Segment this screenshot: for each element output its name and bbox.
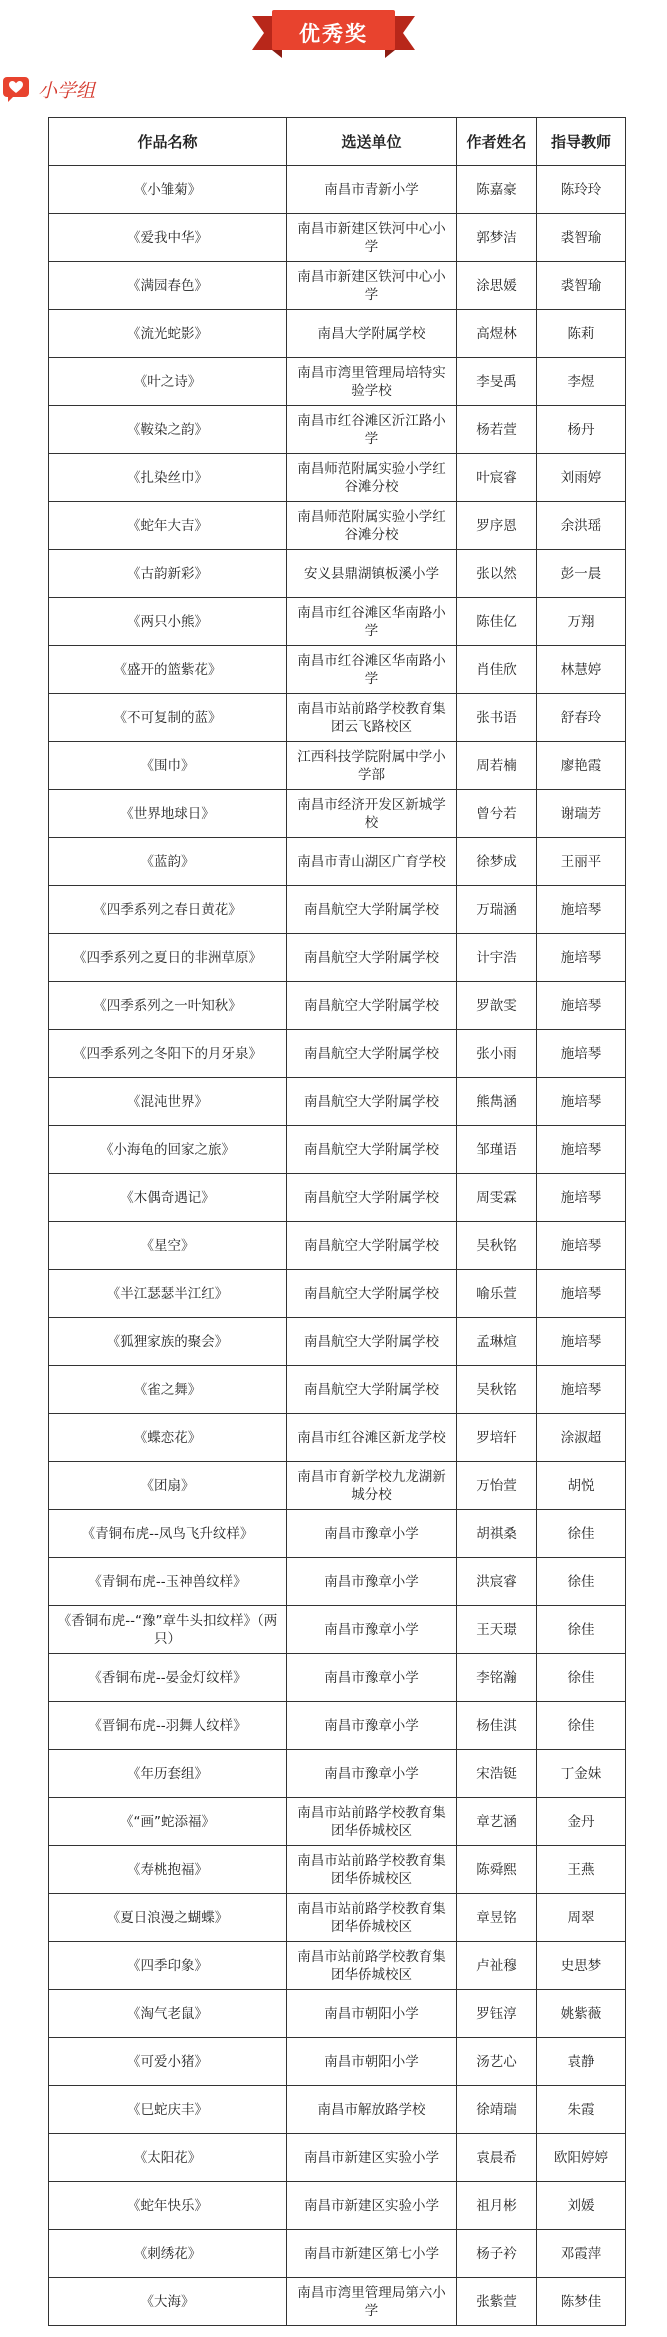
table-row <box>49 1126 626 1174</box>
cell-author: 喻乐萱 <box>457 1270 537 1318</box>
cell-work-title: 《鞍染之韵》 <box>49 406 287 454</box>
table-row <box>49 1414 626 1462</box>
cell-teacher: 陈玲玲 <box>537 166 626 214</box>
cell-teacher: 刘雨婷 <box>537 454 626 502</box>
cell-work-title: 《团扇》 <box>49 1462 287 1510</box>
section-heading <box>0 76 95 102</box>
table-row <box>49 2038 626 2086</box>
cell-author: 熊雋涵 <box>457 1078 537 1126</box>
cell-author: 李旻禹 <box>457 358 537 406</box>
cell-author: 肖佳欣 <box>457 646 537 694</box>
table-row <box>49 934 626 982</box>
cell-author: 郭梦洁 <box>457 214 537 262</box>
table-row <box>49 454 626 502</box>
cell-school: 南昌市朝阳小学 <box>287 1990 457 2038</box>
cell-school: 南昌市豫章小学 <box>287 1654 457 1702</box>
table-row <box>49 406 626 454</box>
cell-author: 罗歆雯 <box>457 982 537 1030</box>
table-row <box>49 1318 626 1366</box>
cell-author: 杨子衿 <box>457 2230 537 2278</box>
cell-work-title: 《巳蛇庆丰》 <box>49 2086 287 2134</box>
cell-school: 南昌师范附属实验小学红谷滩分校 <box>287 502 457 550</box>
cell-work-title: 《香铜布虎--“豫”章牛头扣纹样》（两只） <box>49 1606 287 1654</box>
table-row <box>49 982 626 1030</box>
table-row <box>49 1942 626 1990</box>
cell-school: 南昌市站前路学校教育集团华侨城校区 <box>287 1894 457 1942</box>
cell-school: 南昌市站前路学校教育集团云飞路校区 <box>287 694 457 742</box>
table-row <box>49 886 626 934</box>
table-row <box>49 2278 626 2326</box>
cell-work-title: 《叶之诗》 <box>49 358 287 406</box>
cell-author: 高煜林 <box>457 310 537 358</box>
cell-school: 南昌航空大学附属学校 <box>287 1222 457 1270</box>
cell-author: 胡祺桑 <box>457 1510 537 1558</box>
cell-work-title: 《雀之舞》 <box>49 1366 287 1414</box>
cell-teacher: 施培琴 <box>537 886 626 934</box>
cell-teacher: 施培琴 <box>537 1126 626 1174</box>
cell-author: 杨若萱 <box>457 406 537 454</box>
cell-school: 南昌市湾里管理局第六小学 <box>287 2278 457 2326</box>
table-row <box>49 1462 626 1510</box>
table-row <box>49 1846 626 1894</box>
table-row <box>49 1078 626 1126</box>
cell-author: 罗培轩 <box>457 1414 537 1462</box>
cell-work-title: 《年历套组》 <box>49 1750 287 1798</box>
cell-author: 周雯霖 <box>457 1174 537 1222</box>
cell-work-title: 《围巾》 <box>49 742 287 790</box>
cell-teacher: 朱霞 <box>537 2086 626 2134</box>
cell-work-title: 《晋铜布虎--羽舞人纹样》 <box>49 1702 287 1750</box>
cell-school: 南昌航空大学附属学校 <box>287 1318 457 1366</box>
cell-teacher: 徐佳 <box>537 1606 626 1654</box>
cell-school: 南昌市红谷滩区华南路小学 <box>287 646 457 694</box>
cell-school: 南昌航空大学附属学校 <box>287 982 457 1030</box>
cell-work-title: 《满园春色》 <box>49 262 287 310</box>
cell-teacher: 姚紫薇 <box>537 1990 626 2038</box>
heart-chat-icon <box>2 76 30 102</box>
cell-work-title: 《大海》 <box>49 2278 287 2326</box>
cell-school: 南昌市豫章小学 <box>287 1558 457 1606</box>
cell-teacher: 史思梦 <box>537 1942 626 1990</box>
table-row <box>49 1270 626 1318</box>
cell-author: 王天璟 <box>457 1606 537 1654</box>
table-row <box>49 1030 626 1078</box>
banner <box>0 6 667 62</box>
cell-teacher: 袁静 <box>537 2038 626 2086</box>
header-work-title: 作品名称 <box>49 118 287 166</box>
cell-author: 祖月彬 <box>457 2182 537 2230</box>
cell-work-title: 《四季系列之夏日的非洲草原》 <box>49 934 287 982</box>
cell-author: 陈舜熙 <box>457 1846 537 1894</box>
cell-work-title: 《半江瑟瑟半江红》 <box>49 1270 287 1318</box>
cell-author: 曾兮若 <box>457 790 537 838</box>
table-row <box>49 166 626 214</box>
cell-school: 南昌市豫章小学 <box>287 1606 457 1654</box>
cell-work-title: 《“画”蛇添福》 <box>49 1798 287 1846</box>
table-row <box>49 1558 626 1606</box>
cell-author: 罗钰淳 <box>457 1990 537 2038</box>
cell-school: 南昌市青新小学 <box>287 166 457 214</box>
cell-teacher: 涂淑超 <box>537 1414 626 1462</box>
cell-work-title: 《爱我中华》 <box>49 214 287 262</box>
cell-work-title: 《蝶恋花》 <box>49 1414 287 1462</box>
cell-school: 南昌市青山湖区广育学校 <box>287 838 457 886</box>
cell-work-title: 《四季印象》 <box>49 1942 287 1990</box>
table-row <box>49 2182 626 2230</box>
cell-teacher: 欧阳婷婷 <box>537 2134 626 2182</box>
cell-school: 南昌市育新学校九龙湖新城分校 <box>287 1462 457 1510</box>
cell-work-title: 《小海龟的回家之旅》 <box>49 1126 287 1174</box>
cell-author: 涂思媛 <box>457 262 537 310</box>
header-school: 选送单位 <box>287 118 457 166</box>
cell-school: 南昌航空大学附属学校 <box>287 1126 457 1174</box>
cell-school: 南昌市豫章小学 <box>287 1510 457 1558</box>
cell-teacher: 徐佳 <box>537 1702 626 1750</box>
cell-school: 南昌航空大学附属学校 <box>287 1174 457 1222</box>
cell-author: 罗序恩 <box>457 502 537 550</box>
cell-author: 邹瑾语 <box>457 1126 537 1174</box>
cell-teacher: 舒春玲 <box>537 694 626 742</box>
table-row <box>49 1894 626 1942</box>
cell-work-title: 《蓝韵》 <box>49 838 287 886</box>
table-row <box>49 1174 626 1222</box>
cell-teacher: 万翔 <box>537 598 626 646</box>
cell-teacher: 施培琴 <box>537 1318 626 1366</box>
header-author: 作者姓名 <box>457 118 537 166</box>
cell-author: 章艺涵 <box>457 1798 537 1846</box>
cell-work-title: 《流光蛇影》 <box>49 310 287 358</box>
cell-work-title: 《世界地球日》 <box>49 790 287 838</box>
table-row <box>49 1366 626 1414</box>
cell-school: 南昌市红谷滩区沂江路小学 <box>287 406 457 454</box>
cell-author: 孟琳煊 <box>457 1318 537 1366</box>
cell-author: 李铭瀚 <box>457 1654 537 1702</box>
table-header-row <box>49 118 626 166</box>
table-row <box>49 790 626 838</box>
cell-work-title: 《蛇年快乐》 <box>49 2182 287 2230</box>
cell-teacher: 周翠 <box>537 1894 626 1942</box>
cell-school: 南昌市豫章小学 <box>287 1750 457 1798</box>
cell-school: 南昌航空大学附属学校 <box>287 1030 457 1078</box>
table-row <box>49 2086 626 2134</box>
cell-school: 南昌市红谷滩区华南路小学 <box>287 598 457 646</box>
cell-school: 南昌市红谷滩区新龙学校 <box>287 1414 457 1462</box>
cell-author: 周若楠 <box>457 742 537 790</box>
table-row <box>49 1606 626 1654</box>
cell-teacher: 王燕 <box>537 1846 626 1894</box>
cell-author: 卢祉穆 <box>457 1942 537 1990</box>
cell-author: 陈嘉豪 <box>457 166 537 214</box>
cell-teacher: 王丽平 <box>537 838 626 886</box>
cell-work-title: 《四季系列之一叶知秋》 <box>49 982 287 1030</box>
cell-author: 袁晨希 <box>457 2134 537 2182</box>
cell-teacher: 陈莉 <box>537 310 626 358</box>
cell-teacher: 施培琴 <box>537 1270 626 1318</box>
cell-author: 徐梦成 <box>457 838 537 886</box>
table-row <box>49 1702 626 1750</box>
banner-title: 优秀奖 <box>299 22 368 46</box>
cell-work-title: 《可爱小猪》 <box>49 2038 287 2086</box>
cell-school: 南昌航空大学附属学校 <box>287 1270 457 1318</box>
cell-school: 南昌市站前路学校教育集团华侨城校区 <box>287 1798 457 1846</box>
cell-author: 万瑞涵 <box>457 886 537 934</box>
cell-school: 南昌航空大学附属学校 <box>287 934 457 982</box>
cell-school: 南昌市站前路学校教育集团华侨城校区 <box>287 1942 457 1990</box>
cell-teacher: 裘智瑜 <box>537 262 626 310</box>
cell-teacher: 徐佳 <box>537 1558 626 1606</box>
cell-school: 安义县鼎湖镇板溪小学 <box>287 550 457 598</box>
awards-table <box>48 117 626 2326</box>
cell-author: 章昱铭 <box>457 1894 537 1942</box>
cell-school: 南昌市豫章小学 <box>287 1702 457 1750</box>
cell-work-title: 《小雏菊》 <box>49 166 287 214</box>
cell-teacher: 施培琴 <box>537 934 626 982</box>
cell-author: 徐靖瑞 <box>457 2086 537 2134</box>
table-row <box>49 502 626 550</box>
cell-work-title: 《蛇年大吉》 <box>49 502 287 550</box>
cell-teacher: 李煜 <box>537 358 626 406</box>
cell-teacher: 施培琴 <box>537 982 626 1030</box>
cell-teacher: 彭一晨 <box>537 550 626 598</box>
cell-work-title: 《太阳花》 <box>49 2134 287 2182</box>
cell-teacher: 林慧婷 <box>537 646 626 694</box>
cell-teacher: 谢瑞芳 <box>537 790 626 838</box>
table-row <box>49 694 626 742</box>
cell-author: 吴秋铭 <box>457 1366 537 1414</box>
section-title: 小学组 <box>38 79 96 102</box>
cell-teacher: 徐佳 <box>537 1510 626 1558</box>
cell-author: 计宇浩 <box>457 934 537 982</box>
table-row <box>49 214 626 262</box>
cell-work-title: 《星空》 <box>49 1222 287 1270</box>
cell-school: 南昌航空大学附属学校 <box>287 886 457 934</box>
cell-school: 南昌大学附属学校 <box>287 310 457 358</box>
cell-teacher: 金丹 <box>537 1798 626 1846</box>
cell-teacher: 施培琴 <box>537 1222 626 1270</box>
cell-work-title: 《四季系列之春日黄花》 <box>49 886 287 934</box>
cell-school: 江西科技学院附属中学小学部 <box>287 742 457 790</box>
cell-school: 南昌师范附属实验小学红谷滩分校 <box>287 454 457 502</box>
table-row <box>49 598 626 646</box>
cell-work-title: 《寿桃抱福》 <box>49 1846 287 1894</box>
cell-teacher: 余洪瑶 <box>537 502 626 550</box>
cell-work-title: 《盛开的篮紫花》 <box>49 646 287 694</box>
table-row <box>49 1750 626 1798</box>
cell-work-title: 《青铜布虎--玉神兽纹样》 <box>49 1558 287 1606</box>
table-row <box>49 550 626 598</box>
cell-teacher: 施培琴 <box>537 1030 626 1078</box>
cell-work-title: 《刺绣花》 <box>49 2230 287 2278</box>
cell-school: 南昌市朝阳小学 <box>287 2038 457 2086</box>
cell-author: 吴秋铭 <box>457 1222 537 1270</box>
header-teacher: 指导教师 <box>537 118 626 166</box>
table-row <box>49 310 626 358</box>
cell-school: 南昌市新建区实验小学 <box>287 2134 457 2182</box>
cell-author: 杨佳淇 <box>457 1702 537 1750</box>
table-row <box>49 646 626 694</box>
cell-teacher: 杨丹 <box>537 406 626 454</box>
cell-author: 洪宸睿 <box>457 1558 537 1606</box>
cell-author: 叶宸睿 <box>457 454 537 502</box>
cell-author: 陈佳亿 <box>457 598 537 646</box>
cell-school: 南昌市解放路学校 <box>287 2086 457 2134</box>
cell-teacher: 徐佳 <box>537 1654 626 1702</box>
cell-teacher: 施培琴 <box>537 1078 626 1126</box>
cell-work-title: 《狐狸家族的聚会》 <box>49 1318 287 1366</box>
cell-school: 南昌市新建区第七小学 <box>287 2230 457 2278</box>
cell-teacher: 丁金妹 <box>537 1750 626 1798</box>
cell-teacher: 施培琴 <box>537 1174 626 1222</box>
cell-work-title: 《青铜布虎--凤鸟飞升纹样》 <box>49 1510 287 1558</box>
cell-work-title: 《香铜布虎--晏金灯纹样》 <box>49 1654 287 1702</box>
cell-work-title: 《扎染丝巾》 <box>49 454 287 502</box>
cell-work-title: 《淘气老鼠》 <box>49 1990 287 2038</box>
table-row <box>49 1510 626 1558</box>
cell-work-title: 《夏日浪漫之蝴蝶》 <box>49 1894 287 1942</box>
table-row <box>49 358 626 406</box>
table-row <box>49 838 626 886</box>
table-row <box>49 1990 626 2038</box>
cell-teacher: 胡悦 <box>537 1462 626 1510</box>
table-row <box>49 262 626 310</box>
cell-teacher: 邓霞萍 <box>537 2230 626 2278</box>
cell-author: 张以然 <box>457 550 537 598</box>
cell-work-title: 《两只小熊》 <box>49 598 287 646</box>
cell-author: 万怡萱 <box>457 1462 537 1510</box>
cell-teacher: 廖艳霞 <box>537 742 626 790</box>
cell-work-title: 《木偶奇遇记》 <box>49 1174 287 1222</box>
table-row <box>49 2134 626 2182</box>
cell-author: 汤艺心 <box>457 2038 537 2086</box>
cell-school: 南昌市湾里管理局培特实验学校 <box>287 358 457 406</box>
cell-school: 南昌航空大学附属学校 <box>287 1078 457 1126</box>
table-row <box>49 1798 626 1846</box>
cell-teacher: 裘智瑜 <box>537 214 626 262</box>
cell-school: 南昌市新建区铁河中心小学 <box>287 214 457 262</box>
table-row <box>49 1654 626 1702</box>
cell-work-title: 《古韵新彩》 <box>49 550 287 598</box>
cell-author: 张书语 <box>457 694 537 742</box>
cell-school: 南昌航空大学附属学校 <box>287 1366 457 1414</box>
cell-school: 南昌市经济开发区新城学校 <box>287 790 457 838</box>
cell-work-title: 《混沌世界》 <box>49 1078 287 1126</box>
table-row <box>49 2230 626 2278</box>
cell-author: 张紫萱 <box>457 2278 537 2326</box>
cell-author: 张小雨 <box>457 1030 537 1078</box>
cell-teacher: 刘媛 <box>537 2182 626 2230</box>
cell-school: 南昌市新建区铁河中心小学 <box>287 262 457 310</box>
table-row <box>49 1222 626 1270</box>
cell-author: 宋浩铤 <box>457 1750 537 1798</box>
cell-work-title: 《不可复制的蓝》 <box>49 694 287 742</box>
cell-work-title: 《四季系列之冬阳下的月牙泉》 <box>49 1030 287 1078</box>
cell-school: 南昌市站前路学校教育集团华侨城校区 <box>287 1846 457 1894</box>
table-row <box>49 742 626 790</box>
cell-school: 南昌市新建区实验小学 <box>287 2182 457 2230</box>
cell-teacher: 陈梦佳 <box>537 2278 626 2326</box>
cell-teacher: 施培琴 <box>537 1366 626 1414</box>
table-body <box>49 166 626 2326</box>
